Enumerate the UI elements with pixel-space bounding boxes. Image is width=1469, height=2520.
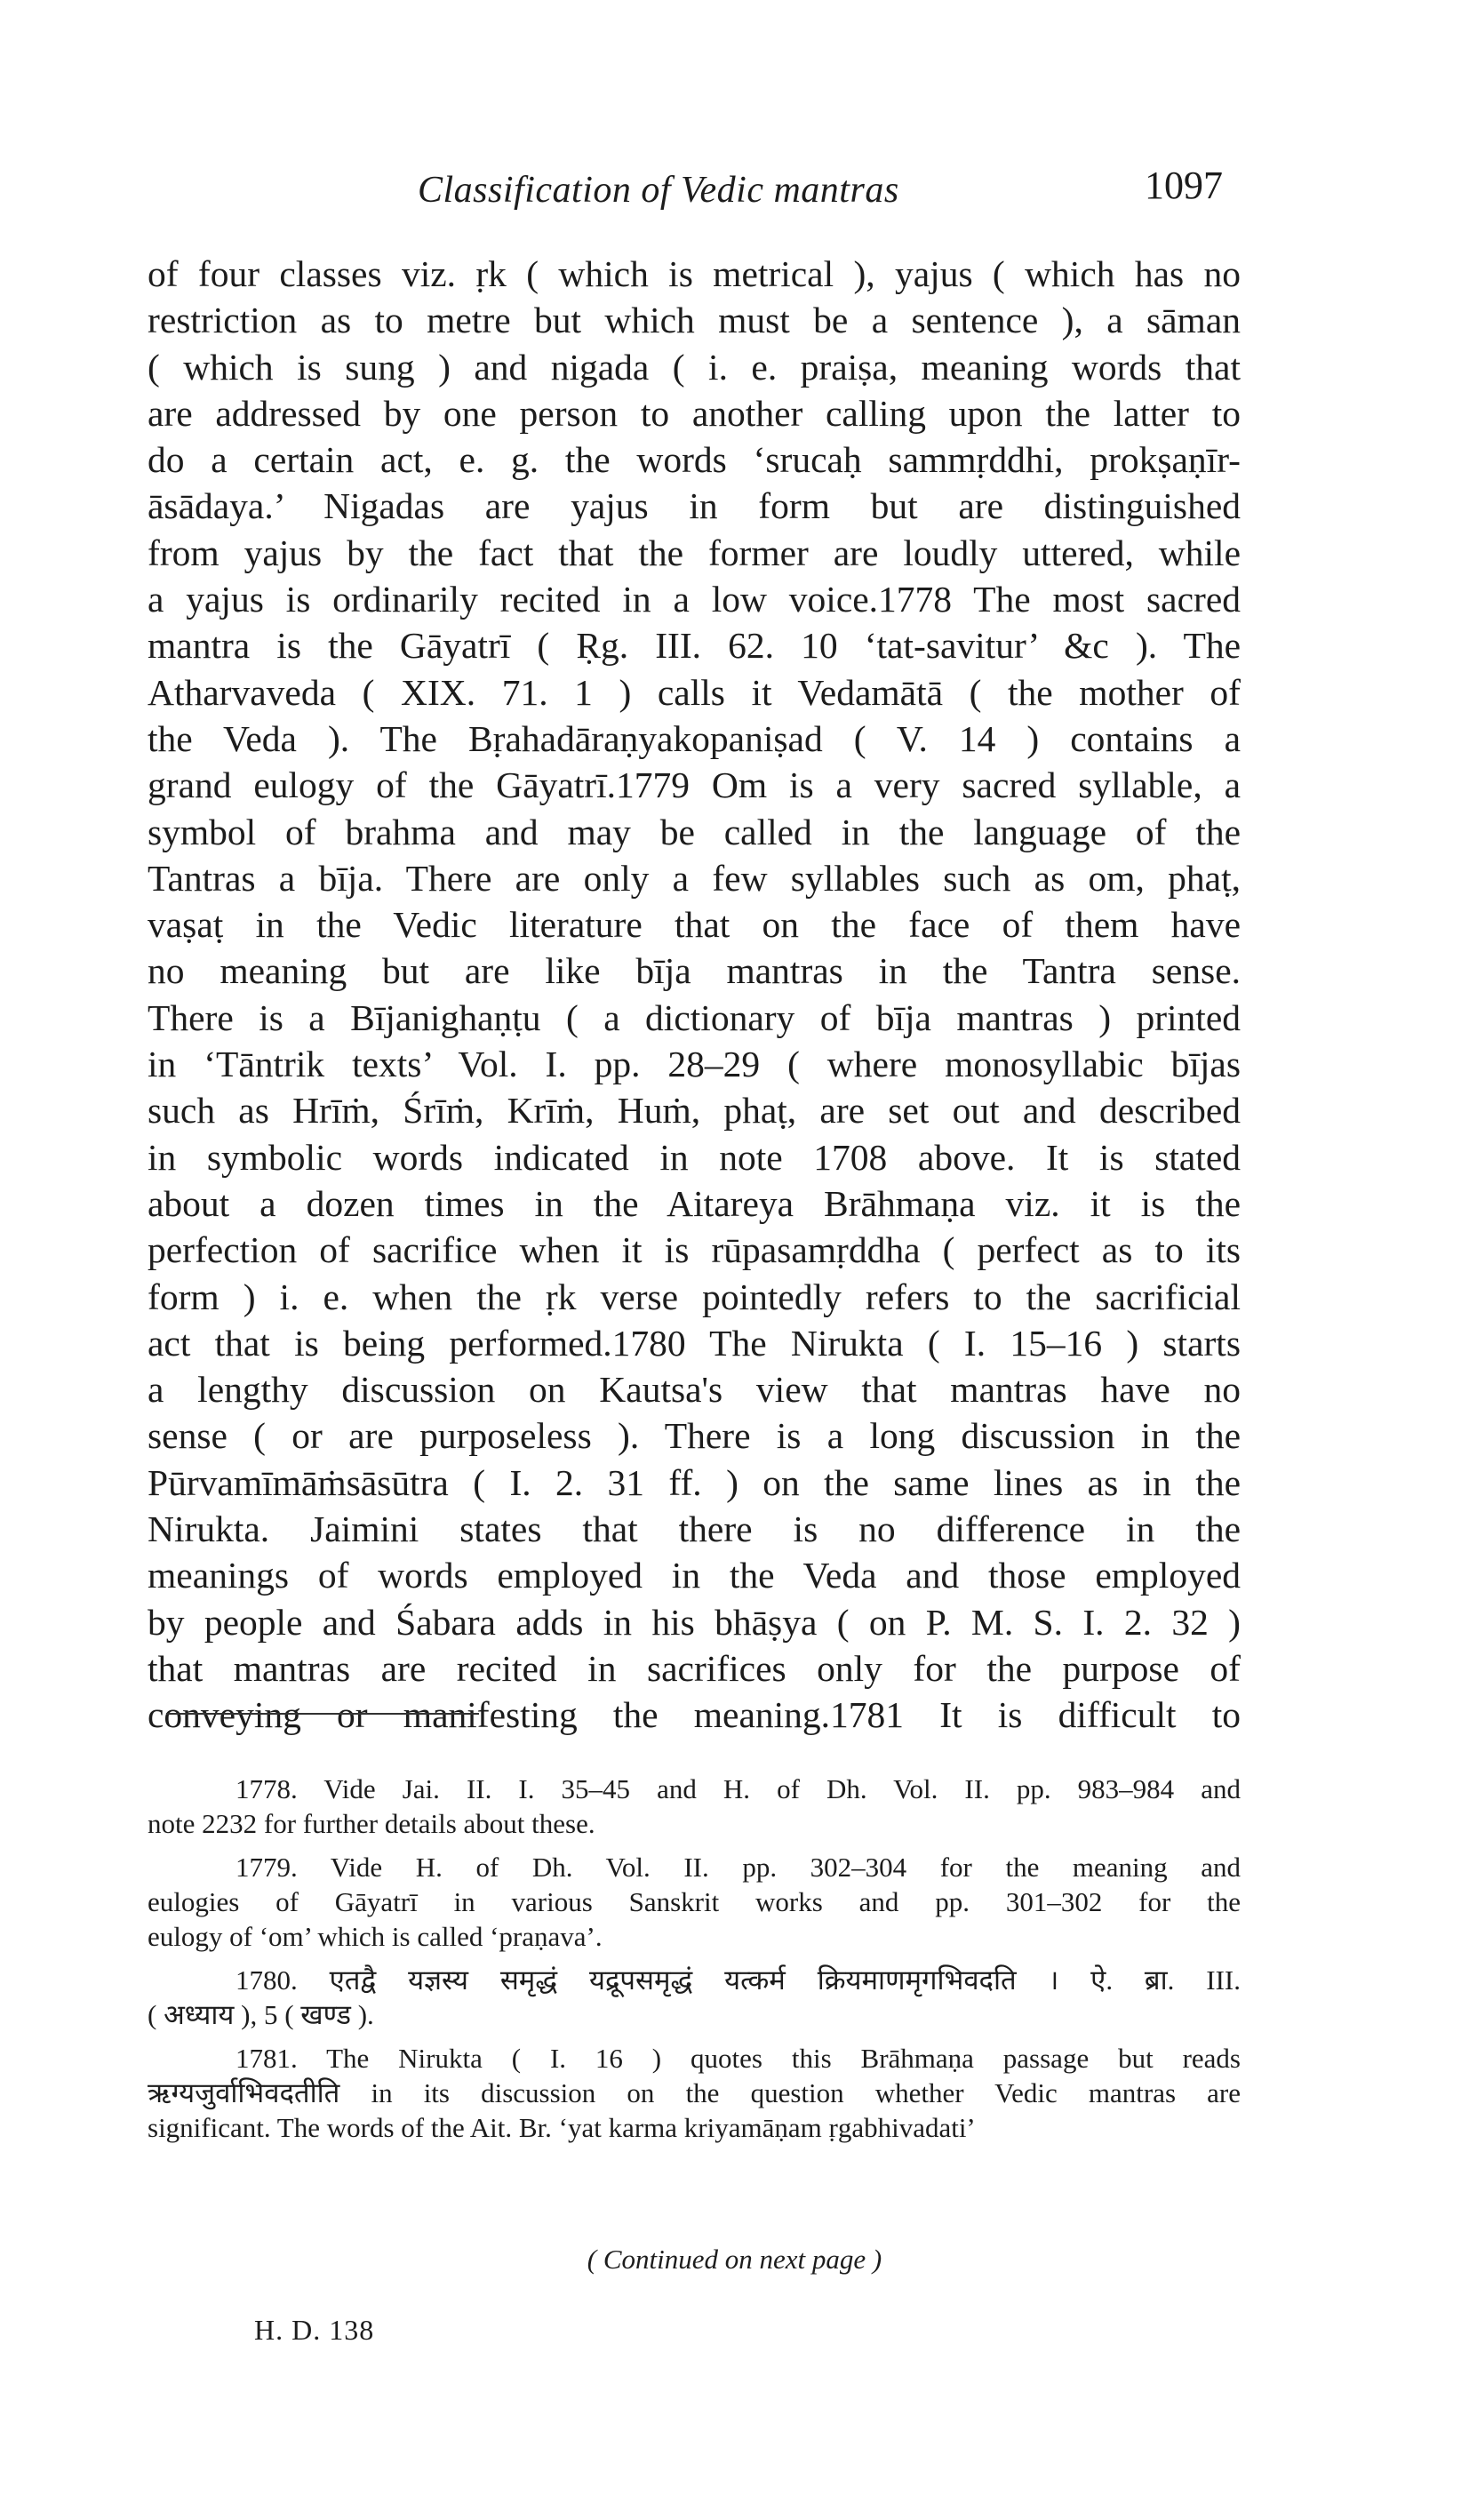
body-line: grand eulogy of the Gāyatrī.1779 Om is a very sacred syllable, a — [148, 764, 1241, 806]
footnote-line: note 2232 for further details about these. — [148, 1808, 595, 1839]
body-line: a lengthy discussion on Kautsa's view that mantras have no — [148, 1369, 1241, 1411]
body-line: are addressed by one person to another calling upon the latter to — [148, 392, 1241, 434]
body-line: the Veda ). The Bṛahadāraṇyakopaniṣad ( V. 14 ) contains a — [148, 717, 1241, 759]
footnote-line: 1780. एतद्वै यज्ञस्य समृद्धं यद्रूपसमृद्धं यत्कर्म क्रियमाणमृगभिवदति । ऐ. ब्रा. III. — [236, 1964, 1241, 1996]
footnote-line: 1781. The Nirukta ( I. 16 ) quotes this Brāhmaṇa passage but reads — [236, 2043, 1241, 2074]
body-line: that mantras are recited in sacrifices only for the purpose of — [148, 1647, 1241, 1689]
body-line: Pūrvamīmāṁsāsūtra ( I. 2. 31 ff. ) on the same lines as in the — [148, 1461, 1241, 1503]
body-line: of four classes viz. ṛk ( which is metrical ), yajus ( which has no — [148, 253, 1241, 294]
body-line: perfection of sacrifice when it is rūpasamṛddha ( perfect as to its — [148, 1229, 1241, 1271]
body-line: restriction as to metre but which must be a sentence ), a sāman — [148, 300, 1241, 341]
footnote-line: 1779. Vide H. of Dh. Vol. II. pp. 302–304 for the meaning and — [236, 1852, 1241, 1883]
footnote-line: ऋग्यजुर्वाभिवदतीति in its discussion on the question whether Vedic mantras are — [148, 2077, 1241, 2108]
footnote — [148, 2041, 1241, 2145]
continued-note: ( Continued on next page ) — [587, 2244, 882, 2275]
body-line: form ) i. e. when the ṛk verse pointedly refers to the sacrificial — [148, 1276, 1241, 1317]
body-line: mantra is the Gāyatrī ( Ṛg. III. 62. 10 ‘tat-savitur’ &c ). The — [148, 625, 1241, 667]
signature-mark: H. D. 138 — [254, 2314, 375, 2346]
footnote — [148, 1963, 1241, 2032]
footnote-line: significant. The words of the Ait. Br. ‘yat karma kriyamāṇam ṛgabhivadati’ — [148, 2112, 976, 2143]
body-line: act that is being performed.1780 The Nirukta ( I. 15–16 ) starts — [148, 1322, 1241, 1364]
page-number: 1097 — [1145, 164, 1223, 207]
body-line: sense ( or are purposeless ). There is a long discussion in the — [148, 1415, 1241, 1457]
footnote — [148, 1772, 1241, 1841]
body-line: ( which is sung ) and nigada ( i. e. praiṣa, meaning words that — [148, 346, 1241, 388]
body-line: such as Hrīṁ, Śrīṁ, Krīṁ, Huṁ, phaṭ, are set out and described — [148, 1090, 1241, 1132]
footnote-line: eulogy of ‘om’ which is called ‘praṇava’. — [148, 1921, 603, 1952]
body-line: Nirukta. Jaimini states that there is no difference in the — [148, 1508, 1241, 1550]
body-line: in symbolic words indicated in note 1708 above. It is stated — [148, 1136, 1241, 1178]
body-line: do a certain act, e. g. the words ‘srucaḥ sammṛddhi, prokṣaṇīr- — [148, 439, 1241, 481]
footnote-line: 1778. Vide Jai. II. I. 35–45 and H. of Dh. Vol. II. pp. 983–984 and — [236, 1773, 1241, 1804]
body-line: Atharvaveda ( XIX. 71. 1 ) calls it Vedamātā ( the mother of — [148, 671, 1241, 713]
body-line: by people and Śabara adds in his bhāṣya ( on P. M. S. I. 2. 32 ) — [148, 1601, 1241, 1643]
footnotes — [148, 1772, 1241, 2154]
body-line: conveying or manifesting the meaning.1781 It is difficult to — [148, 1694, 1241, 1736]
body-line: Tantras a bīja. There are only a few syllables such as om, phaṭ, — [148, 857, 1241, 899]
body-line: vaṣaṭ in the Vedic literature that on the face of them have — [148, 904, 1241, 946]
body-line: There is a Bījanighaṇṭu ( a dictionary of bīja mantras ) printed — [148, 996, 1241, 1038]
body-line: āsādaya.’ Nigadas are yajus in form but are distinguished — [148, 485, 1241, 527]
body-line: no meaning but are like bīja mantras in the Tantra sense. — [148, 950, 1241, 992]
footnote — [148, 1850, 1241, 1954]
body-text — [148, 251, 1241, 1739]
body-line: a yajus is ordinarily recited in a low voice.1778 The most sacred — [148, 579, 1241, 620]
body-line: meanings of words employed in the Veda and those employed — [148, 1555, 1241, 1596]
footnote-divider — [166, 1713, 479, 1715]
body-line: symbol of brahma and may be called in the language of the — [148, 811, 1241, 852]
footnote-line: ( अध्याय ), 5 ( खण्ड ). — [148, 1999, 374, 2030]
footnote-line: eulogies of Gāyatrī in various Sanskrit works and pp. 301–302 for the — [148, 1886, 1241, 1917]
body-line: in ‘Tāntrik texts’ Vol. I. pp. 28–29 ( where monosyllabic bījas — [148, 1044, 1241, 1085]
body-line: about a dozen times in the Aitareya Brāhmaṇa viz. it is the — [148, 1182, 1241, 1224]
running-header-title: Classification of Vedic mantras — [418, 170, 899, 211]
body-line: from yajus by the fact that the former are loudly uttered, while — [148, 532, 1241, 573]
